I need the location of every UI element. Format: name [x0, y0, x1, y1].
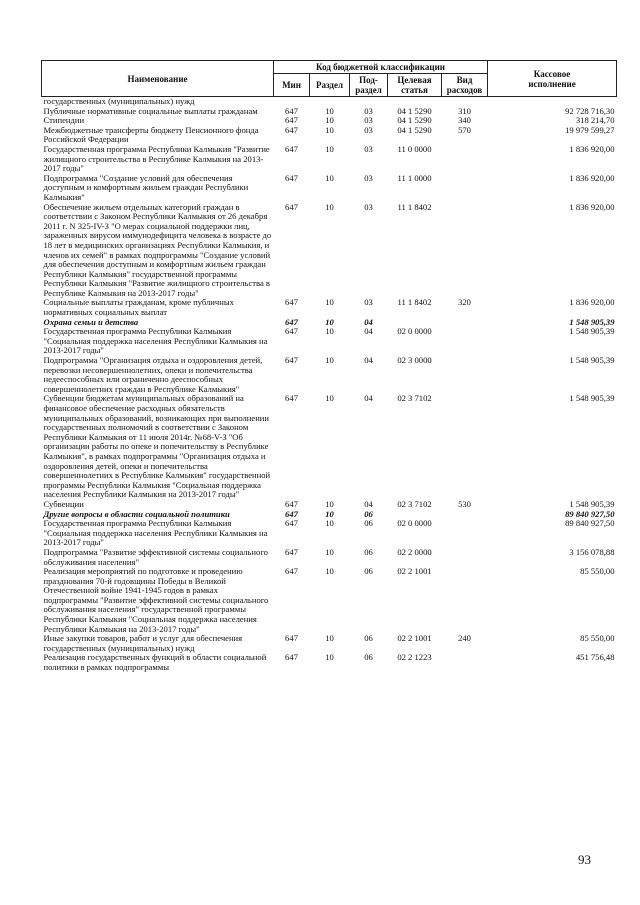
row-name: Публичные нормативные социальные выплаты гражданам: [43, 105, 258, 116]
row-name: Субвенции: [43, 498, 84, 509]
row-vid: [442, 356, 488, 394]
row-razdel: 10: [325, 115, 334, 126]
row-podrazdel: 04: [364, 393, 373, 404]
row-razdel: 10: [325, 297, 334, 308]
row-statya: 02 2 1001: [397, 633, 432, 644]
row-statya: 04 1 5290: [397, 124, 432, 135]
row-min: 647: [285, 326, 298, 337]
row-podrazdel: 06: [364, 566, 373, 577]
row-podrazdel: 04: [364, 355, 373, 366]
row-name: Стипендии: [43, 115, 85, 126]
header-name: Наименование: [42, 61, 274, 97]
row-vid: [442, 548, 488, 567]
row-min: 647: [285, 124, 298, 135]
row-podrazdel: 03: [364, 201, 373, 212]
row-name: Подпрограмма "Организация отдыха и оздоровления детей, перевозки несовершеннолетних, опеки и попечительства недееспособных или ограниченно дееспособных совершеннолетних граждан в Республике Калмыкия": [43, 355, 263, 394]
row-podrazdel: 03: [364, 143, 373, 154]
row-razdel: 10: [325, 143, 334, 154]
row-statya: 04 1 5290: [397, 115, 432, 126]
page-number: 93: [578, 852, 591, 867]
table-row: [42, 298, 617, 317]
row-min: 647: [285, 546, 298, 557]
row-razdel: 10: [325, 355, 334, 366]
table-row: [42, 519, 617, 548]
row-podrazdel: 03: [364, 115, 373, 126]
row-vid: [442, 394, 488, 500]
row-amount: 85 550,00: [580, 566, 615, 577]
row-vid: 340: [458, 115, 471, 126]
row-statya: 04 1 5290: [397, 105, 432, 116]
row-podrazdel: 06: [364, 633, 373, 644]
row-min: 647: [285, 355, 298, 366]
row-amount: 92 728 716,30: [565, 105, 615, 116]
row-podrazdel: 06: [364, 652, 373, 663]
row-amount: 1 548 905,39: [569, 498, 615, 509]
table-row: [42, 653, 617, 672]
header-podrazdel: Под- раздел: [350, 74, 388, 97]
row-amount: 1 836 920,00: [569, 201, 615, 212]
header-execution: Кассовое исполнение: [488, 61, 617, 97]
header-vid: Вид расходов: [442, 74, 488, 97]
table-row: [42, 394, 617, 500]
row-amount: 89 840 927,50: [565, 518, 615, 529]
row-name: Иные закупки товаров, работ и услуг для обеспечения государственных (муниципальных) нужд: [43, 633, 243, 653]
table-row: [42, 567, 617, 634]
row-razdel: 10: [325, 316, 334, 327]
row-razdel: 10: [325, 201, 334, 212]
row-statya: 02 2 0000: [397, 546, 432, 557]
row-amount: 19 979 599,27: [565, 124, 615, 135]
row-vid: 320: [458, 297, 471, 308]
table-row: [42, 548, 617, 567]
row-statya: 11 1 8402: [397, 297, 432, 308]
row-name: Другие вопросы в области социальной политики: [43, 508, 230, 519]
row-amount: 1 548 905,39: [569, 355, 615, 366]
row-razdel: 10: [325, 652, 334, 663]
row-vid: 310: [458, 105, 471, 116]
header-statya: Целевая статья: [388, 74, 442, 97]
row-name: Реализация мероприятий по подготовке и проведению празднования 70-й годовщины Победы в Великой Отечественной войне 1941-1945 годов в рамках подпрограммы "Развитие эффективной системы социального обслуживания населения" государственной программы Республики Калмыкия "Социальная поддержка населения Республики Калмыкия на 2013-2017 годы": [43, 566, 269, 634]
table-row: [42, 126, 617, 145]
row-vid: 530: [458, 498, 471, 509]
row-statya: 02 3 0000: [397, 355, 432, 366]
row-name: Охрана семьи и детства: [43, 316, 139, 327]
row-podrazdel: 06: [364, 546, 373, 557]
row-vid: [442, 510, 488, 520]
row-min: 647: [285, 633, 298, 644]
row-statya: 02 2 1223: [397, 652, 432, 663]
row-name: Подпрограмма "Создание условий для обеспечения доступным и комфортным жильем граждан Республики Калмыкия": [43, 172, 249, 202]
row-statya: 02 0 0000: [397, 518, 432, 529]
row-amount: 3 156 078,88: [569, 546, 615, 557]
row-podrazdel: 03: [364, 124, 373, 135]
row-min: 647: [285, 508, 298, 519]
row-podrazdel: 03: [364, 172, 373, 183]
row-razdel: 10: [325, 566, 334, 577]
header-razdel: Раздел: [310, 74, 350, 97]
row-amount: 451 756,48: [575, 652, 615, 663]
row-name: Реализация государственных функций в области социальной политики в рамках подпрограммы: [43, 652, 267, 673]
row-amount: 89 840 927,50: [565, 508, 615, 519]
row-razdel: 10: [325, 498, 334, 509]
table-row: [42, 327, 617, 356]
row-amount: 1 548 905,39: [569, 316, 615, 327]
row-razdel: 10: [325, 172, 334, 183]
row-amount: 85 550,00: [580, 633, 615, 644]
row-statya: 02 3 7102: [397, 498, 432, 509]
row-min: 647: [285, 115, 298, 126]
row-name: Субвенции бюджетам муниципальных образований на финансовое обеспечение расходных обязательств муниципальных образований, возникающих при выполнении государственных полномочий в соответствии с Законом Республики Калмыкия от 11 июля 2014г. №68-V-З "Об организации работы по опеке и попечительству в Республике Калмыкия", в рамках подпрограммы "Организация отдыха и оздоровления детей, опеки и попечительства совершеннолетних в Республике Калмыкия" государственной программы Республики Калмыкия "Социальная поддержка населения Республики Калмыкия на 2013-2017 годы": [43, 393, 271, 500]
table-row: [42, 174, 617, 203]
row-amount: 1 836 920,00: [569, 297, 615, 308]
row-podrazdel: 04: [364, 316, 373, 327]
row-amount: 1 836 920,00: [569, 143, 615, 154]
row-min: 647: [285, 566, 298, 577]
row-statya: 02 3 7102: [397, 393, 432, 404]
row-podrazdel: 04: [364, 326, 373, 337]
row-vid: [442, 327, 488, 356]
table-row: [42, 356, 617, 394]
row-podrazdel: 06: [364, 518, 373, 529]
row-min: 647: [285, 143, 298, 154]
row-name: Государственная программа Республики Калмыкия "Социальная поддержка населения Республики Калмыкия на 2013-2017 годы": [43, 518, 268, 548]
row-min: 647: [285, 518, 298, 529]
row-razdel: 10: [325, 508, 334, 519]
row-vid: [442, 519, 488, 548]
row-razdel: 10: [325, 633, 334, 644]
row-podrazdel: 06: [364, 508, 373, 519]
row-amount: 1 548 905,39: [569, 326, 615, 337]
row-amount: 1 836 920,00: [569, 172, 615, 183]
row-vid: [442, 653, 488, 672]
table-body: [42, 97, 617, 673]
row-razdel: 10: [325, 393, 334, 404]
row-name: Обеспечение жильем отдельных категорий граждан в соответствии с Законом Республики Калмыкия от 26 декабря 2011 г. N 325-IV-З "О мерах социальной поддержки лиц, зараженных вирусом иммунодефицита человека в возрасте до 18 лет в медицинских организациях Республики Калмыкия, и членов их семей" в рамках подпрограммы "Создание условий для обеспечения доступным и комфортным жильем граждан Республики Калмыкия" государственной программы Республики Калмыкия "Развитие жилищного строительства в Республике Калмыкия на 2013-2017 годы": [43, 201, 272, 298]
row-statya: 02 0 0000: [397, 326, 432, 337]
table-row: [42, 145, 617, 174]
row-vid: [442, 145, 488, 174]
row-min: 647: [285, 652, 298, 663]
row-vid: [442, 203, 488, 299]
row-min: 647: [285, 297, 298, 308]
row-min: 647: [285, 393, 298, 404]
row-vid: [442, 318, 488, 328]
row-podrazdel: 03: [364, 297, 373, 308]
budget-table: [41, 60, 617, 673]
row-name: Межбюджетные трансферты бюджету Пенсионного фонда Российской Федерации: [43, 124, 259, 145]
row-min: 647: [285, 316, 298, 327]
row-vid: [442, 174, 488, 203]
row-min: 647: [285, 498, 298, 509]
row-razdel: 10: [325, 105, 334, 116]
row-min: 647: [285, 172, 298, 183]
row-razdel: 10: [325, 518, 334, 529]
row-name: Подпрограмма "Развитие эффективной системы социального обслуживания населения": [43, 546, 268, 567]
row-vid: 240: [458, 633, 471, 644]
table-row: [42, 634, 617, 653]
row-razdel: 10: [325, 546, 334, 557]
row-statya: 11 1 0000: [397, 172, 432, 183]
row-statya: 11 1 8402: [397, 201, 432, 212]
header-min: Мин: [274, 74, 310, 97]
row-vid: 570: [458, 124, 471, 135]
row-vid: [442, 567, 488, 634]
row-amount: 1 548 905,39: [569, 393, 615, 404]
table-row: [42, 203, 617, 299]
row-statya: 11 0 0000: [397, 143, 432, 154]
row-name: государственных (муниципальных) нужд: [43, 96, 195, 106]
row-name: Государственная программа Республики Калмыкия "Развитие жилищного строительства в Республике Калмыкия на 2013-2017 годы": [43, 143, 270, 174]
row-podrazdel: 03: [364, 105, 373, 116]
row-min: 647: [285, 105, 298, 116]
row-razdel: 10: [325, 326, 334, 337]
row-amount: 318 214,70: [575, 115, 615, 126]
row-name: Государственная программа Республики Калмыкия "Социальная поддержка населения Республики Калмыкия на 2013-2017 годы": [43, 326, 268, 356]
row-razdel: 10: [325, 124, 334, 135]
row-statya: 02 2 1001: [397, 566, 432, 577]
row-min: 647: [285, 201, 298, 212]
row-podrazdel: 04: [364, 498, 373, 509]
row-name: Социальные выплаты гражданам, кроме публичных нормативных социальных выплат: [43, 297, 234, 318]
header-classification: Код бюджетной классификации: [274, 61, 488, 74]
